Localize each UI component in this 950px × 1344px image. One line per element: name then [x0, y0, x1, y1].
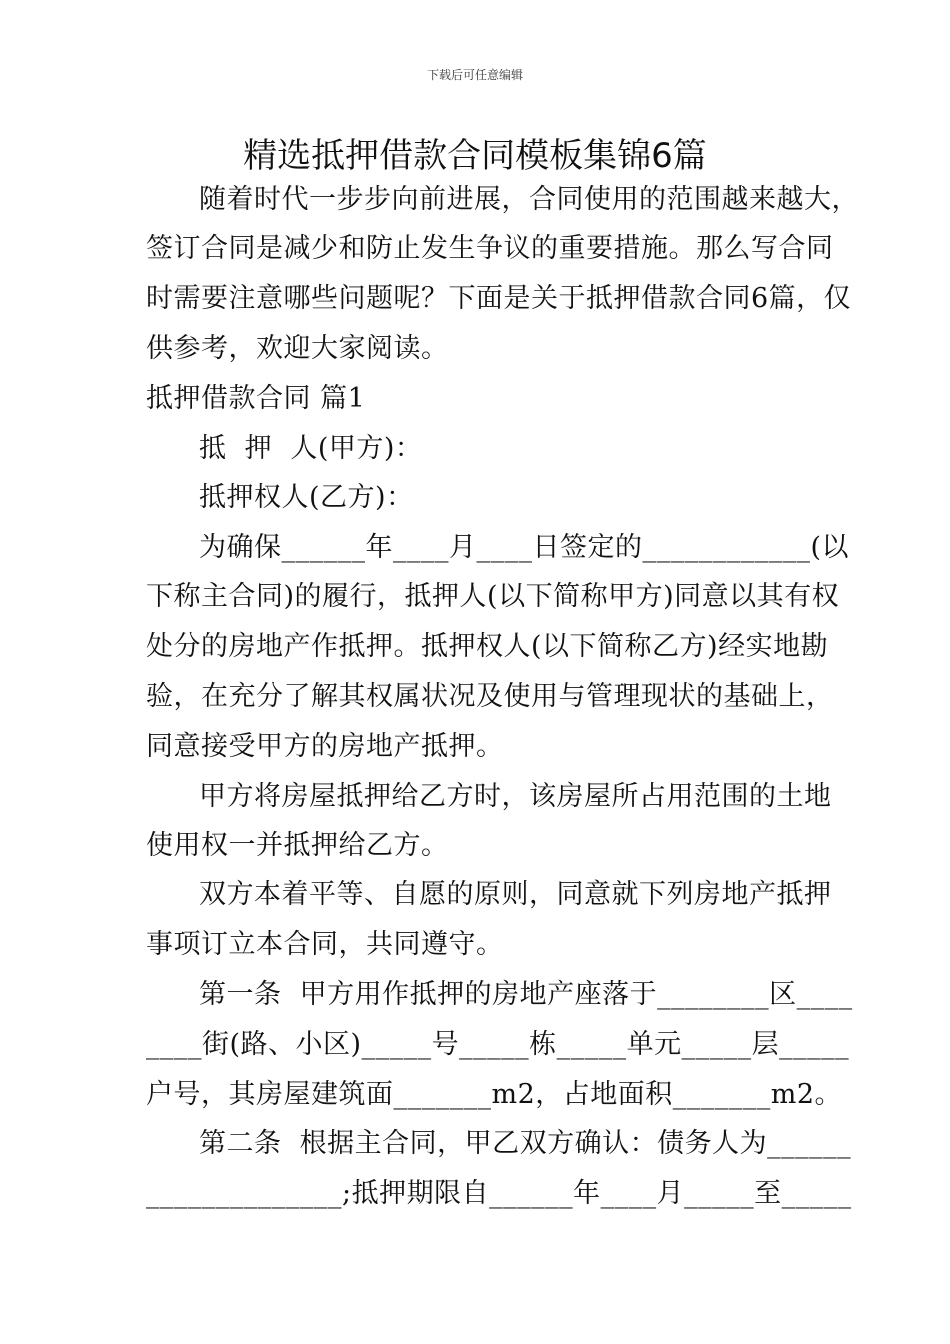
body-line: 下称主合同)的履行，抵押人(以下简称甲方)同意以其有权 [146, 581, 840, 612]
body-line: 处分的房地产作抵押。抵押权人(以下简称乙方)经实地勘 [146, 631, 829, 662]
body-line: 供参考，欢迎大家阅读。 [146, 333, 449, 364]
body-line: 抵 押 人(甲方)： [199, 433, 423, 464]
body-line: ______________;抵押期限自______年____月_____至_____ [146, 1178, 852, 1209]
section-heading: 抵押借款合同 篇1 [146, 383, 366, 414]
body-line: 随着时代一步步向前进展，合同使用的范围越来越大， [199, 184, 859, 215]
body-line: 事项订立本合同，共同遵守。 [146, 929, 504, 960]
body-line: 第一条 甲方用作抵押的房地产座落于________区____ [199, 979, 853, 1010]
document-title: 精选抵押借款合同模板集锦6篇 [243, 136, 707, 176]
body-line: 验，在充分了解其权属状况及使用与管理现状的基础上， [146, 681, 834, 712]
body-line: 第二条 根据主合同，甲乙双方确认：债务人为______ [199, 1128, 852, 1159]
body-line: 时需要注意哪些问题呢？下面是关于抵押借款合同6篇，仅 [146, 283, 852, 314]
header-note: 下载后可任意编辑 [426, 68, 523, 82]
body-line: 为确保______年____月____日签定的____________(以 [199, 532, 850, 563]
body-line: 甲方将房屋抵押给乙方时，该房屋所占用范围的土地 [199, 781, 832, 812]
body-line: 户号，其房屋建筑面_______m2，占地面积_______m2。 [146, 1079, 843, 1110]
body-line: 抵押权人(乙方)： [199, 482, 414, 513]
body-line: 签订合同是减少和防止发生争议的重要措施。那么写合同 [146, 233, 834, 264]
body-line: 使用权一并抵押给乙方。 [146, 830, 449, 861]
body-line: 同意接受甲方的房地产抵押。 [146, 731, 504, 762]
body-line: 双方本着平等、自愿的原则，同意就下列房地产抵押 [199, 879, 832, 910]
body-line: ____街(路、小区)_____号_____栋_____单元_____层_____ [146, 1029, 850, 1060]
